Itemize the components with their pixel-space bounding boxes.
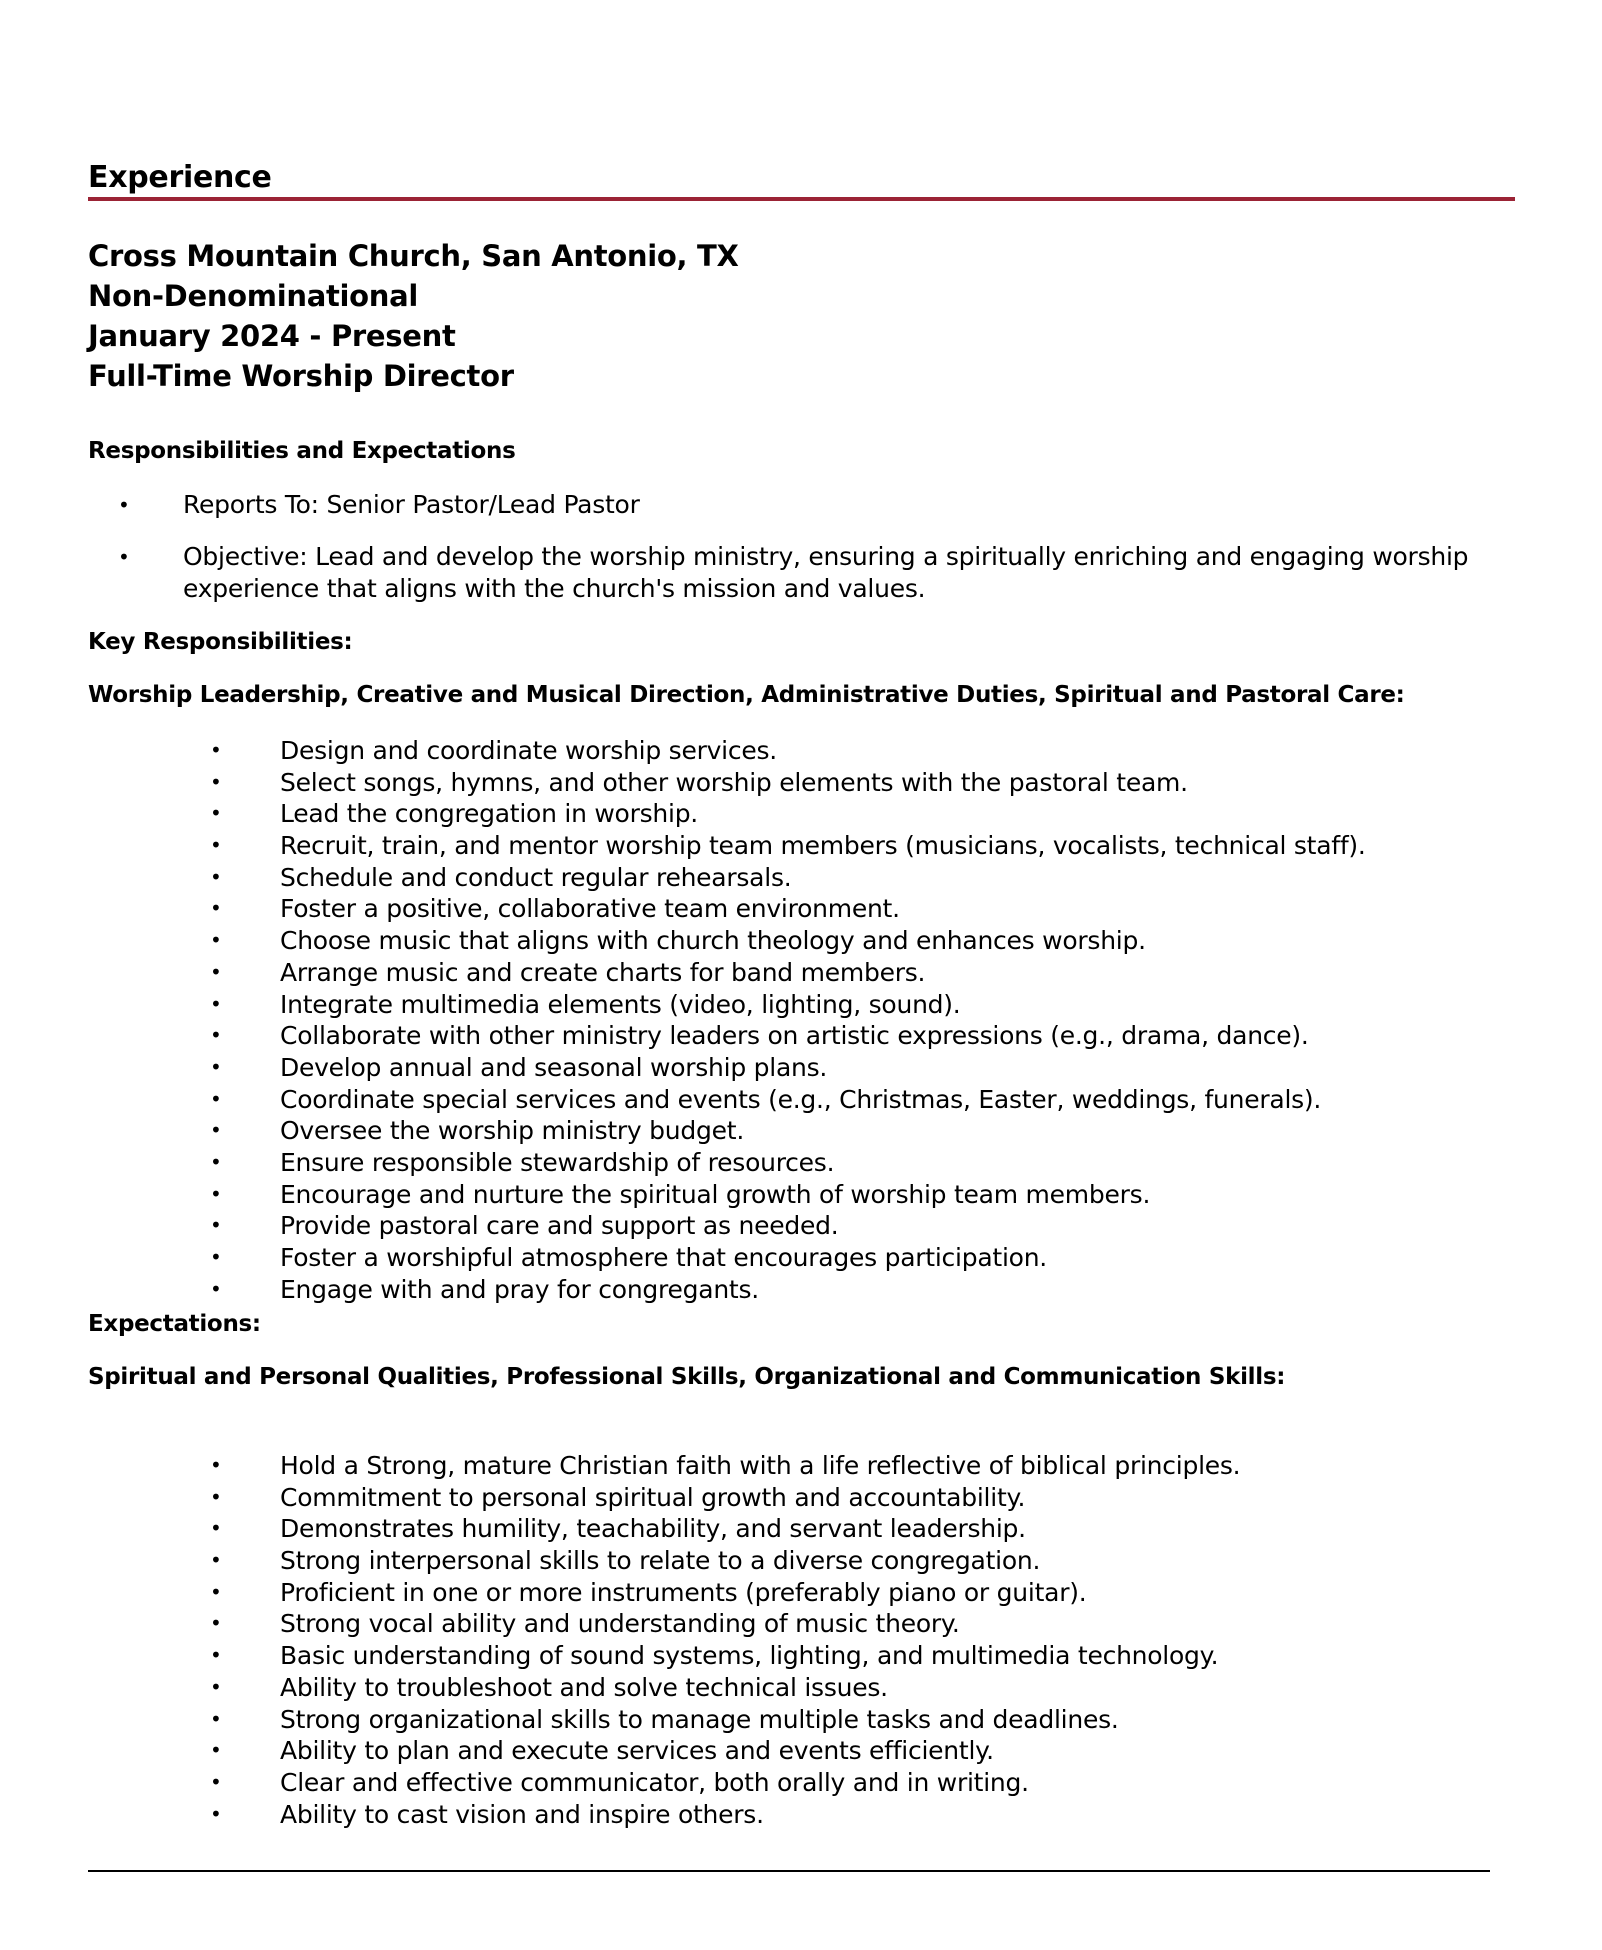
list-item-text: Hold a Strong, mature Christian faith with a life reflective of biblical principles. xyxy=(280,1451,1241,1480)
bullet-icon: • xyxy=(210,1769,222,1794)
list-item xyxy=(200,1640,1240,1672)
bullet-icon: • xyxy=(210,1674,222,1699)
list-item-text: Oversee the worship ministry budget. xyxy=(280,1116,745,1146)
list-item-text: Encourage and nurture the spiritual growth of worship team members. xyxy=(280,1179,1151,1209)
list-item-text: Integrate multimedia elements (video, lighting, sound). xyxy=(280,989,961,1019)
bullet-icon: • xyxy=(210,1276,222,1301)
list-item xyxy=(200,1274,1366,1306)
list-item-text: Clear and effective communicator, both orally and in writing. xyxy=(280,1767,1029,1797)
list-item-text: Ability to troubleshoot and solve technical issues. xyxy=(280,1672,888,1702)
bullet-icon: • xyxy=(210,928,222,953)
key-responsibilities-list xyxy=(200,735,1366,1305)
bullet-icon: • xyxy=(210,738,222,762)
bullet-icon: • xyxy=(210,1213,222,1238)
list-item-text: Strong vocal ability and understanding of music theory. xyxy=(280,1609,960,1639)
bullet-icon: • xyxy=(210,1579,222,1604)
list-item xyxy=(200,893,1366,925)
responsibilities-heading: Responsibilities and Expectations xyxy=(88,438,516,464)
employer: Cross Mountain Church, San Antonio, TX xyxy=(88,239,739,273)
bullet-icon: • xyxy=(210,1453,222,1477)
list-item xyxy=(200,925,1366,957)
bullet-icon: • xyxy=(210,1516,222,1541)
bullet-icon: • xyxy=(210,1086,222,1111)
list-item xyxy=(200,1513,1240,1545)
intro-item-text: Reports To: Senior Pastor/Lead Pastor xyxy=(183,490,640,519)
list-item-text: Ensure responsible stewardship of resources. xyxy=(280,1147,835,1177)
list-item-text: Ability to cast vision and inspire others. xyxy=(280,1799,764,1829)
bullet-icon: • xyxy=(210,1706,222,1731)
expectations-heading: Expectations: xyxy=(88,1311,261,1337)
bullet-icon: • xyxy=(210,1548,222,1573)
list-item xyxy=(200,798,1366,830)
job-position: Full-Time Worship Director xyxy=(88,359,514,393)
list-item xyxy=(200,1735,1240,1767)
bullet-icon: • xyxy=(210,833,222,858)
list-item xyxy=(200,1450,1240,1482)
list-item xyxy=(200,1242,1366,1274)
section-title: Experience xyxy=(88,160,272,195)
list-item-text: Proficient in one or more instruments (preferably piano or guitar). xyxy=(280,1577,1087,1607)
bottom-divider xyxy=(88,1870,1490,1872)
list-item-text: Ability to plan and execute services and events efficiently. xyxy=(280,1736,994,1766)
list-item xyxy=(200,1672,1240,1704)
list-item-text: Lead the congregation in worship. xyxy=(280,799,699,829)
list-item xyxy=(200,1608,1240,1640)
list-item xyxy=(200,1767,1240,1799)
list-item-text: Select songs, hymns, and other worship elements with the pastoral team. xyxy=(280,767,1188,797)
list-item-text: Develop annual and seasonal worship plans. xyxy=(280,1052,828,1082)
list-item xyxy=(200,830,1366,862)
bullet-icon: • xyxy=(210,769,222,794)
list-item-text: Choose music that aligns with church theology and enhances worship. xyxy=(280,926,1146,956)
bullet-icon: • xyxy=(118,545,130,569)
list-item-text: Strong organizational skills to manage multiple tasks and deadlines. xyxy=(280,1704,1119,1734)
list-item xyxy=(200,1052,1366,1084)
list-item-text: Foster a positive, collaborative team environment. xyxy=(280,894,900,924)
list-item-text: Provide pastoral care and support as needed. xyxy=(280,1211,839,1241)
list-item xyxy=(200,1084,1366,1116)
list-item-text: Foster a worshipful atmosphere that encourages participation. xyxy=(280,1243,1048,1272)
bullet-icon: • xyxy=(210,896,222,921)
bullet-icon: • xyxy=(210,1643,222,1668)
expectations-subheading: Spiritual and Personal Qualities, Professional Skills, Organizational and Communication Skills: xyxy=(88,1364,1286,1390)
key-responsibilities-heading: Key Responsibilities: xyxy=(88,629,353,655)
list-item-text: Strong interpersonal skills to relate to a diverse congregation. xyxy=(280,1546,1041,1576)
list-item xyxy=(200,735,1366,767)
list-item xyxy=(200,1799,1240,1831)
bullet-icon: • xyxy=(210,864,222,889)
list-item-text: Engage with and pray for congregants. xyxy=(280,1274,759,1304)
list-item-text: Coordinate special services and events (e.g., Christmas, Easter, weddings, funerals). xyxy=(280,1084,1322,1114)
job-header xyxy=(88,236,739,396)
bullet-icon: • xyxy=(210,801,222,826)
bullet-icon: • xyxy=(210,1738,222,1763)
list-item xyxy=(200,989,1366,1021)
list-item xyxy=(200,1179,1366,1211)
list-item xyxy=(200,1482,1240,1514)
bullet-icon: • xyxy=(118,493,130,517)
list-item-text: Recruit, train, and mentor worship team members (musicians, vocalists, technical staff). xyxy=(280,831,1366,861)
bullet-icon: • xyxy=(210,991,222,1016)
bullet-icon: • xyxy=(210,1245,222,1269)
list-item-text: Arrange music and create charts for band members. xyxy=(280,957,926,987)
list-item-text: Commitment to personal spiritual growth and accountability. xyxy=(280,1482,1026,1512)
section-divider xyxy=(88,197,1515,201)
list-item xyxy=(200,1115,1366,1147)
list-item xyxy=(200,1147,1366,1179)
key-responsibilities-subheading: Worship Leadership, Creative and Musical Direction, Administrative Duties, Spiritual and Pastoral Care: xyxy=(88,682,1405,708)
list-item-text: Collaborate with other ministry leaders on artistic expressions (e.g., drama, dance). xyxy=(280,1021,1309,1051)
list-item xyxy=(200,1020,1366,1052)
intro-item-text: Objective: Lead and develop the worship ministry, ensuring a spiritually enriching and engaging worship experience that aligns with the church's mission and values. xyxy=(183,542,1469,603)
bullet-icon: • xyxy=(210,1611,222,1636)
list-item xyxy=(200,1545,1240,1577)
employment-dates: January 2024 - Present xyxy=(88,319,456,353)
list-item-text: Basic understanding of sound systems, lighting, and multimedia technology. xyxy=(280,1641,1219,1671)
bullet-icon: • xyxy=(210,1484,222,1509)
intro-item xyxy=(88,541,1518,605)
list-item xyxy=(200,767,1366,799)
bullet-icon: • xyxy=(210,1149,222,1174)
bullet-icon: • xyxy=(210,959,222,984)
list-item-text: Schedule and conduct regular rehearsals. xyxy=(280,862,792,892)
expectations-list xyxy=(200,1450,1240,1830)
list-item-text: Design and coordinate worship services. xyxy=(280,736,777,765)
list-item xyxy=(200,1577,1240,1609)
list-item xyxy=(200,957,1366,989)
bullet-icon: • xyxy=(210,1118,222,1143)
bullet-icon: • xyxy=(210,1181,222,1206)
list-item xyxy=(200,1210,1366,1242)
list-item xyxy=(200,1704,1240,1736)
intro-item xyxy=(88,489,1518,521)
list-item-text: Demonstrates humility, teachability, and servant leadership. xyxy=(280,1514,1026,1544)
bullet-icon: • xyxy=(210,1801,222,1826)
list-item xyxy=(200,862,1366,894)
bullet-icon: • xyxy=(210,1054,222,1079)
bullet-icon: • xyxy=(210,1023,222,1048)
denomination: Non-Denominational xyxy=(88,279,419,313)
